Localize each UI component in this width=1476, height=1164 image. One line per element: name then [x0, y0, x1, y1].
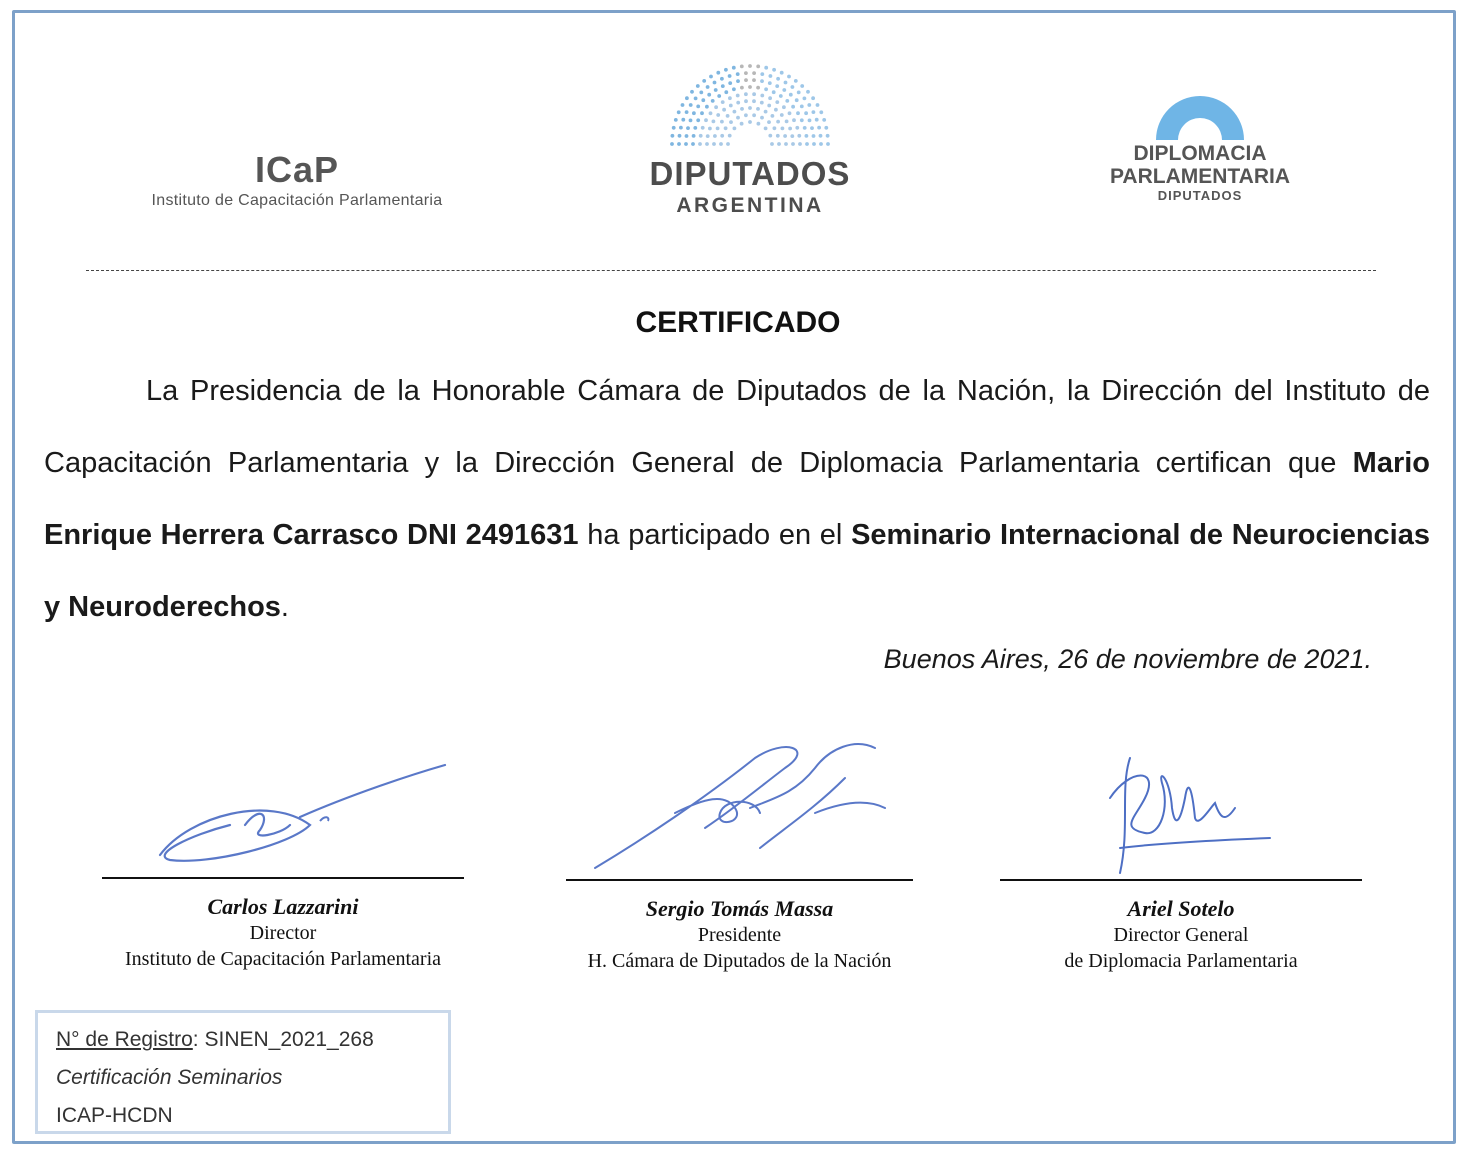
signer-role: Director General	[1113, 924, 1249, 946]
dashed-divider	[86, 270, 1376, 271]
recipient-name: Mario Enrique Herrera Carrasco DNI 2491631	[44, 447, 1430, 551]
signature-line	[1000, 879, 1362, 881]
signature-line	[102, 877, 464, 879]
diplomacia-logo-line1: DIPLOMACIA	[1133, 142, 1267, 165]
registration-label: N° de Registro	[56, 1028, 193, 1051]
registration-issuer: ICAP-HCDN	[56, 1104, 173, 1127]
signer-institution: Instituto de Capacitación Parlamentaria	[125, 948, 441, 970]
diplomacia-logo-line2: PARLAMENTARIA	[1109, 165, 1291, 188]
signer-role: Director	[249, 922, 317, 944]
signer-role: Presidente	[697, 924, 782, 946]
signature-massa	[585, 738, 895, 878]
certificate-title: CERTIFICADO	[635, 306, 841, 339]
signer-name: Ariel Sotelo	[1127, 896, 1235, 921]
diputados-logo	[630, 62, 870, 218]
hemicycle-icon	[665, 62, 835, 152]
signer-institution: H. Cámara de Diputados de la Nación	[587, 950, 892, 972]
registration-value: SINEN_2021_268	[204, 1028, 374, 1051]
signature-sotelo	[1100, 748, 1290, 878]
event-name: Seminario Internacional de Neurociencias y Neuroderechos	[44, 519, 1430, 623]
end-punctuation: .	[280, 591, 289, 623]
registration-separator: :	[192, 1028, 199, 1051]
diplomacia-logo	[1090, 90, 1310, 203]
signature-block-massa	[566, 879, 913, 974]
certificate-body	[44, 355, 1430, 643]
signature-block-sotelo	[1000, 879, 1362, 974]
signature-block-lazzarini	[102, 877, 464, 972]
arch-icon	[1150, 90, 1250, 142]
signer-institution: de Diplomacia Parlamentaria	[1064, 950, 1298, 972]
icap-logo	[112, 150, 482, 210]
signature-line	[566, 879, 913, 881]
diputados-logo-name: DIPUTADOS	[649, 155, 851, 192]
intro-text: La Presidencia de la Honorable Cámara de Diputados de la Nación, la Dirección del Instituto de Capacitación Parlamentaria y la Dirección General de Diplomacia Parlamentaria certifican que	[44, 375, 1430, 479]
participation-text: ha participado en el	[587, 519, 843, 551]
certificate-date: Buenos Aires, 26 de noviembre de 2021.	[883, 644, 1372, 674]
registration-box	[35, 1010, 451, 1134]
icap-logo-name: ICaP	[254, 149, 340, 190]
registration-type: Certificación Seminarios	[56, 1066, 283, 1089]
diputados-logo-subtitle: ARGENTINA	[676, 194, 824, 217]
icap-logo-subtitle: Instituto de Capacitación Parlamentaria	[151, 192, 443, 209]
registration-number	[56, 1021, 430, 1059]
signature-lazzarini	[150, 755, 460, 875]
diplomacia-logo-subtitle: DIPUTADOS	[1157, 188, 1243, 203]
signer-name: Carlos Lazzarini	[207, 894, 359, 919]
signer-name: Sergio Tomás Massa	[645, 896, 834, 921]
